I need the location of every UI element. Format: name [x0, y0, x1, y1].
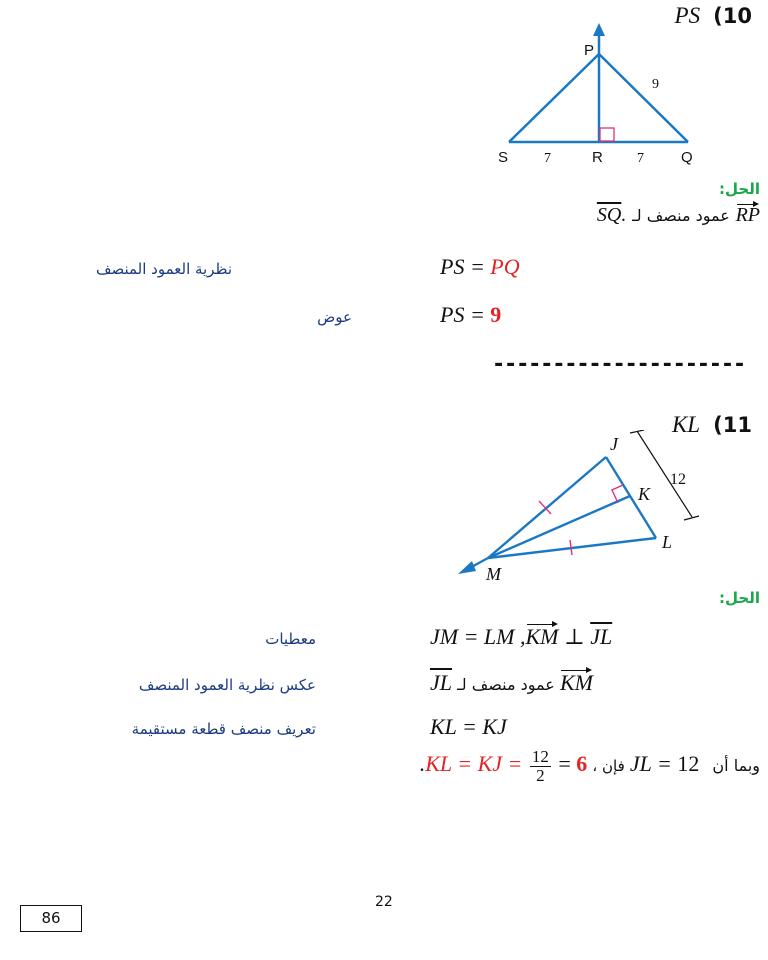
- page-number-box: 86: [20, 905, 82, 932]
- problem-11-conclusion: .KL = KJ = $\frac{12}{2}$ = 6 ، فإن JL = 12 وبما أن: [419, 747, 760, 785]
- label-sr-length: 7: [544, 151, 551, 166]
- label-r: R: [592, 149, 603, 166]
- segment-sq: $\overline{SQ}$: [596, 204, 622, 226]
- label-m: M: [486, 564, 501, 584]
- label-jl-length: 12: [670, 471, 686, 488]
- label-pq-length: 9: [652, 77, 659, 92]
- problem-10-target: PS: [674, 3, 701, 28]
- problem-10-intro: $\overline{SQ}$. عمود منصف لـ RP: [596, 204, 760, 226]
- problem-11-number: (11: [713, 413, 752, 437]
- problem-10-solution-label: الحل:: [719, 180, 760, 198]
- problem-10-reason-1: نظرية العمود المنصف: [95, 260, 232, 278]
- problem-10-number: (10: [713, 4, 752, 28]
- label-q: Q: [681, 149, 693, 166]
- problem-10-step-2: PS = 9: [440, 302, 502, 327]
- problem-10-reason-2: عوض: [317, 308, 352, 326]
- label-l: L: [662, 532, 673, 552]
- problem-11-solution-label: الحل:: [719, 589, 760, 607]
- label-rq-length: 7: [637, 151, 644, 166]
- problem-11-reason-1: معطيات: [265, 630, 316, 648]
- triangle-psq-figure: [480, 20, 720, 180]
- problem-11-step-1: JM = LM ,KM ⊥ $\overline{JL}$: [430, 624, 613, 649]
- problem-11-step-2: $\overline{JL}$ عمود منصف لـ KM: [430, 670, 593, 695]
- ray-rp: RP: [735, 204, 760, 226]
- problem-10-step-1: PS = PQ: [440, 254, 520, 279]
- triangle-jlm-figure: [452, 430, 732, 590]
- problem-11-reason-2: عكس نظرية العمود المنصف: [138, 676, 316, 694]
- label-k: K: [638, 484, 651, 504]
- label-j: J: [610, 434, 618, 454]
- problem-11-target: KL: [671, 412, 701, 437]
- problem-11-step-3: KL = KJ: [430, 714, 507, 739]
- label-s: S: [498, 149, 509, 166]
- problem-11-reason-3: تعريف منصف قطعة مستقيمة: [131, 720, 316, 738]
- section-separator: ---------------------: [492, 352, 745, 377]
- page-number-center: 22: [375, 894, 393, 910]
- label-p: P: [584, 42, 595, 59]
- intro-text: عمود منصف لـ: [632, 206, 730, 225]
